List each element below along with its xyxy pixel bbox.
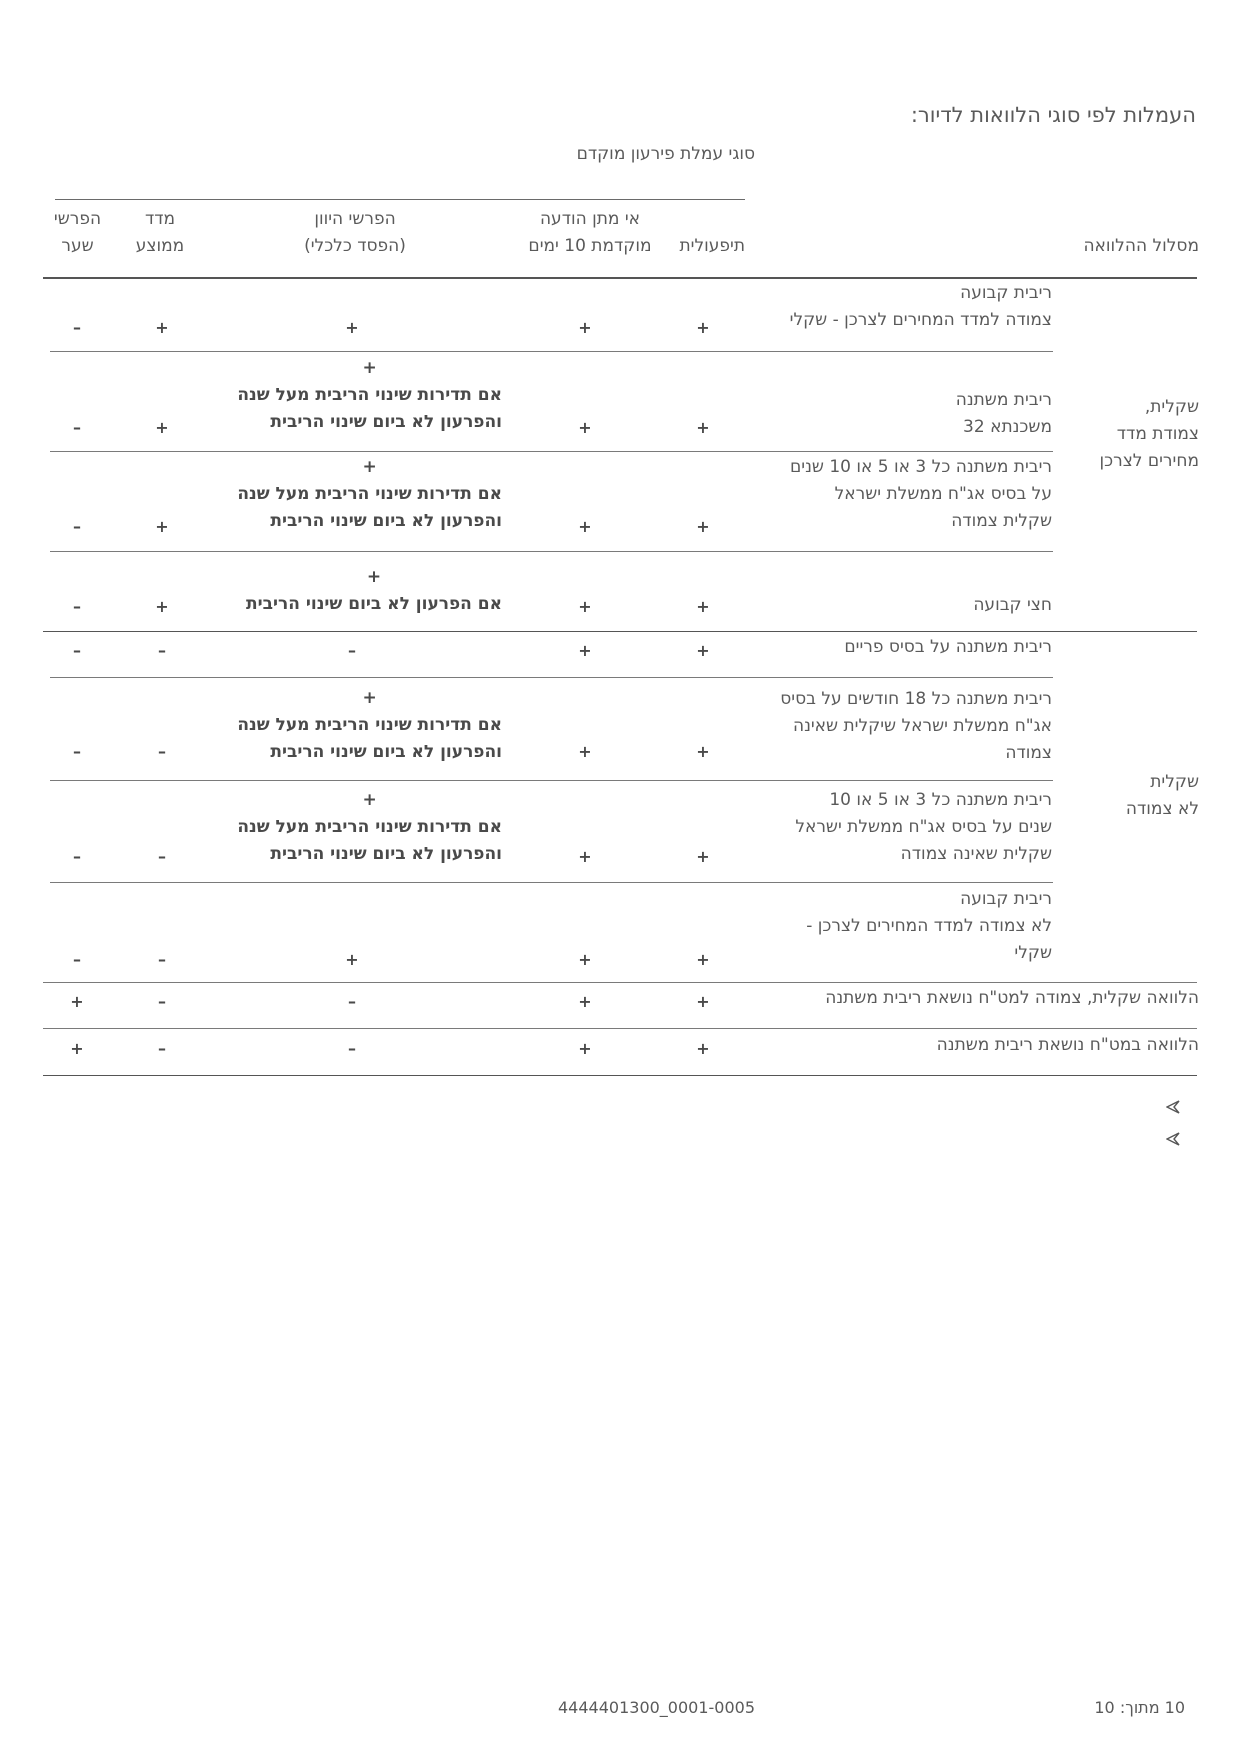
row-separator bbox=[50, 451, 1053, 452]
sign-index: + bbox=[155, 517, 169, 536]
capital-condition: אם תדירות שינוי הריבית מעל שנה bbox=[237, 484, 502, 504]
route-cell bbox=[780, 686, 1052, 767]
col-operational: תיפעולית bbox=[679, 236, 745, 256]
sign-index: – bbox=[158, 641, 166, 660]
capital-cell bbox=[237, 787, 502, 868]
arrow-bullet-icon bbox=[1166, 1100, 1180, 1114]
route-cell bbox=[937, 1032, 1199, 1059]
capital-condition: והפרעון לא ביום שינוי הריבית bbox=[270, 511, 502, 531]
sign-rate: – bbox=[73, 418, 81, 437]
header-rule bbox=[43, 277, 1197, 279]
capital-cell bbox=[246, 564, 502, 618]
doc-code: 4444401300_0001-0005 bbox=[558, 1698, 756, 1717]
route-line: לא צמודה למדד המחירים לצרכן - bbox=[806, 916, 1052, 936]
route-line: ריבית משתנה על בסיס פריים bbox=[844, 637, 1052, 657]
sign-index: – bbox=[158, 847, 166, 866]
row-separator bbox=[50, 882, 1053, 883]
capital-cell bbox=[237, 685, 502, 766]
page-number bbox=[1094, 1694, 1185, 1721]
sign-rate: + bbox=[70, 992, 84, 1011]
route-cell bbox=[795, 787, 1052, 868]
route-line: צמודה bbox=[1005, 743, 1052, 763]
route-line: אג"ח ממשלת ישראל שיקלית שאינה bbox=[792, 716, 1052, 736]
sign-op: + bbox=[696, 742, 710, 761]
capital-condition: אם תדירות שינוי הריבית מעל שנה bbox=[237, 385, 502, 405]
sign-notice: + bbox=[578, 597, 592, 616]
group-header: סוגי עמלת פירעון מוקדם bbox=[576, 144, 755, 164]
route-line: צמודה למדד המחירים לצרכן - שקלי bbox=[789, 310, 1052, 330]
sign-capital: + bbox=[345, 318, 359, 337]
sign-notice: + bbox=[578, 641, 592, 660]
sign-op: + bbox=[696, 950, 710, 969]
row-separator bbox=[43, 982, 1197, 983]
route-cell bbox=[844, 634, 1052, 661]
sign-rate: + bbox=[70, 1039, 84, 1058]
arrow-bullet-icon bbox=[1166, 1132, 1180, 1146]
route-line: שנים על בסיס אג"ח ממשלת ישראל bbox=[795, 817, 1052, 837]
sign-notice: + bbox=[578, 847, 592, 866]
row-separator bbox=[50, 780, 1053, 781]
capital-condition: והפרעון לא ביום שינוי הריבית bbox=[270, 412, 502, 432]
capital-sign: + bbox=[362, 457, 377, 477]
sign-rate: – bbox=[73, 597, 81, 616]
sign-rate: – bbox=[73, 641, 81, 660]
sign-op: + bbox=[696, 597, 710, 616]
route-line: על בסיס אג"ח ממשלת ישראל bbox=[834, 484, 1052, 504]
sign-notice: + bbox=[578, 418, 592, 437]
col-route: מסלול ההלוואה bbox=[1083, 236, 1199, 256]
route-line: ריבית קבועה bbox=[960, 889, 1052, 909]
route-line: הלוואה שקלית, צמודה למט"ח נושאת ריבית משתנה bbox=[825, 988, 1199, 1008]
capital-condition: אם תדירות שינוי הריבית מעל שנה bbox=[237, 715, 502, 735]
col-capital: הפרשי היוון (הפסד כלכלי) bbox=[304, 209, 406, 256]
capital-sign: + bbox=[366, 567, 382, 587]
capital-condition: אם תדירות שינוי הריבית מעל שנה bbox=[237, 817, 502, 837]
row-separator bbox=[50, 351, 1053, 352]
sign-op: + bbox=[696, 418, 710, 437]
sign-rate: – bbox=[73, 847, 81, 866]
route-line: ריבית קבועה bbox=[960, 283, 1052, 303]
page-num: 10 bbox=[1094, 1698, 1115, 1717]
capital-sign: + bbox=[362, 358, 377, 378]
sign-op: + bbox=[696, 1039, 710, 1058]
sign-capital: – bbox=[348, 1039, 356, 1058]
page-label: 10 מתוך: bbox=[1119, 1698, 1185, 1717]
route-line: ריבית משתנה כל 3 או 5 או 10 bbox=[829, 790, 1052, 810]
capital-condition: והפרעון לא ביום שינוי הריבית bbox=[270, 844, 502, 864]
capital-sign: + bbox=[362, 790, 377, 810]
sign-notice: + bbox=[578, 1039, 592, 1058]
row-separator bbox=[43, 1075, 1197, 1076]
sign-rate: – bbox=[73, 950, 81, 969]
capital-condition: אם הפרעון לא ביום שינוי הריבית bbox=[246, 594, 502, 614]
route-cell bbox=[790, 454, 1052, 535]
sign-op: + bbox=[696, 992, 710, 1011]
route-cell bbox=[956, 387, 1052, 441]
sign-notice: + bbox=[578, 318, 592, 337]
sign-rate: – bbox=[73, 318, 81, 337]
group-linked: שקלית, צמודת מדד מחירים לצרכן bbox=[1099, 397, 1199, 471]
col-rate: הפרשי שער bbox=[53, 209, 102, 256]
route-line: חצי קבועה bbox=[973, 595, 1052, 615]
sign-notice: + bbox=[578, 742, 592, 761]
col-notice: אי מתן הודעה מוקדמת 10 ימים bbox=[528, 209, 652, 256]
row-separator bbox=[43, 631, 1197, 632]
route-line: ריבית משתנה bbox=[955, 390, 1052, 410]
route-line: שקלית שאינה צמודה bbox=[900, 844, 1052, 864]
sign-index: – bbox=[158, 742, 166, 761]
sign-op: + bbox=[696, 318, 710, 337]
sign-rate: – bbox=[73, 742, 81, 761]
row-separator bbox=[50, 551, 1053, 552]
sign-capital: + bbox=[345, 950, 359, 969]
capital-cell bbox=[237, 355, 502, 436]
route-cell bbox=[806, 886, 1052, 967]
sign-op: + bbox=[696, 517, 710, 536]
route-cell bbox=[825, 985, 1199, 1012]
row-separator bbox=[43, 1028, 1197, 1029]
sign-index: + bbox=[155, 418, 169, 437]
sign-index: – bbox=[158, 992, 166, 1011]
route-line: משכנתא 32 bbox=[963, 417, 1052, 437]
page-title: העמלות לפי סוגי הלוואות לדיור: bbox=[910, 103, 1196, 127]
sign-rate: – bbox=[73, 517, 81, 536]
route-line: ריבית משתנה כל 3 או 5 או 10 שנים bbox=[789, 457, 1052, 477]
capital-sign: + bbox=[362, 688, 377, 708]
route-line: שקלית צמודה bbox=[951, 511, 1052, 531]
group-header-underline bbox=[55, 199, 745, 200]
sign-capital: – bbox=[348, 641, 356, 660]
sign-index: – bbox=[158, 1039, 166, 1058]
route-cell bbox=[973, 592, 1052, 619]
capital-cell bbox=[237, 454, 502, 535]
sign-index: + bbox=[155, 318, 169, 337]
route-line: הלוואה במט"ח נושאת ריבית משתנה bbox=[936, 1035, 1199, 1055]
capital-condition: והפרעון לא ביום שינוי הריבית bbox=[270, 742, 502, 762]
route-line: ריבית משתנה כל 18 חודשים על בסיס bbox=[780, 689, 1052, 709]
sign-capital: – bbox=[348, 992, 356, 1011]
col-index: מדד ממוצע bbox=[135, 209, 185, 256]
row-separator bbox=[50, 677, 1053, 678]
sign-op: + bbox=[696, 847, 710, 866]
sign-notice: + bbox=[578, 517, 592, 536]
sign-index: + bbox=[155, 597, 169, 616]
group-unlinked: שקלית לא צמודה bbox=[1125, 772, 1199, 819]
sign-index: – bbox=[158, 950, 166, 969]
sign-notice: + bbox=[578, 950, 592, 969]
sign-notice: + bbox=[578, 992, 592, 1011]
sign-op: + bbox=[696, 641, 710, 660]
route-line: שקלי bbox=[1014, 943, 1052, 963]
route-cell bbox=[790, 280, 1052, 334]
